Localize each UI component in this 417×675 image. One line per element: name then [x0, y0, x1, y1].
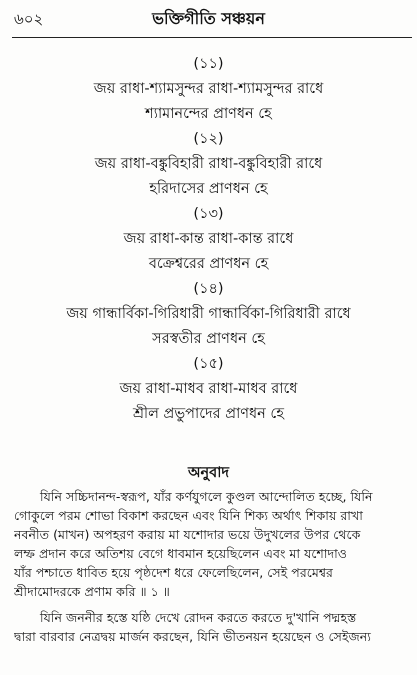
translation-line: শ্রীদামোদরকে প্রণাম করি ॥ ১ ॥ — [14, 584, 170, 599]
verse-line: শ্রীল প্রভুপাদের প্রাণধন হে — [133, 406, 284, 422]
translation-paragraph — [14, 487, 410, 601]
verse-line: জয় গান্ধার্বিকা-গিরিধারী গান্ধার্বিকা-গিরিধারী রাধে — [66, 306, 351, 322]
translation-line: যাঁর পশ্চাতে ধাবিত হয়ে পৃষ্ঠদেশ ধরে ফেলেছিলেন, সেই পরমেশ্বর — [14, 565, 333, 580]
translation-heading: অনুবাদ — [187, 465, 230, 481]
translation-line: দ্বারা বারবার নেত্রদ্বয় মার্জন করছেন, যিনি ভীতনয়ন হয়েছেন ও সেইজন্য — [14, 629, 371, 644]
header-rule — [12, 37, 412, 38]
translation-line: গোকুলে পরম শোভা বিকাশ করছেন এবং যিনি শিক্য অর্থাৎ শিকায় রাখা — [14, 508, 363, 523]
verse-line: সরস্বতীর প্রাণধন হে — [152, 331, 265, 347]
translation-line: লম্ফ প্রদান করে অতিশয় বেগে ধাবমান হয়েছিলেন এবং মা যশোদাও — [14, 546, 348, 561]
verse-section — [0, 52, 417, 427]
verse-line: বক্রেশ্বরের প্রাণধন হে — [148, 256, 269, 272]
verse-number: (১২) — [193, 131, 224, 147]
verse-line: জয় রাধা-বঙ্কুবিহারী রাধা-বঙ্কুবিহারী রাধে — [94, 156, 323, 172]
translation-text — [14, 487, 410, 646]
verse-block — [0, 52, 417, 127]
verse-number: (১৪) — [193, 281, 224, 297]
verse-line: শ্যামানন্দের প্রাণধন হে — [145, 106, 272, 122]
verse-block — [0, 277, 417, 352]
translation-paragraph — [14, 608, 410, 646]
page-header — [0, 6, 417, 34]
verse-line: জয় রাধা-শ্যামসুন্দর রাধা-শ্যামসুন্দর রাধে — [93, 81, 324, 97]
verse-number: (১১) — [193, 56, 224, 72]
verse-block — [0, 127, 417, 202]
translation-line: নবনীত (মাখন) অপহরণ করায় মা যশোদার ভয়ে উদুখলের উপর থেকে — [14, 527, 361, 542]
paragraph-gap — [14, 601, 410, 608]
verse-line: জয় রাধা-কান্ত রাধা-কান্ত রাধে — [123, 231, 294, 247]
verse-number: (১৩) — [193, 206, 224, 222]
verse-number: (১৫) — [193, 356, 224, 372]
verse-block — [0, 352, 417, 427]
translation-line: যিনি সচ্চিদানন্দ-স্বরূপ, যাঁর কর্ণযুগলে কুণ্ডল আন্দোলিত হচ্ছে, যিনি — [40, 489, 373, 504]
verse-line: হরিদাসের প্রাণধন হে — [149, 181, 268, 197]
page-number: ৬০২ — [14, 10, 44, 28]
verse-line: জয় রাধা-মাধব রাধা-মাধব রাধে — [119, 381, 298, 397]
running-title: ভক্তিগীতি সঞ্চয়ন — [152, 9, 265, 28]
verse-block — [0, 202, 417, 277]
translation-line: যিনি জননীর হস্তে যষ্ঠি দেখে রোদন করতে করতে দু'খানি পদ্মহস্ত — [40, 610, 357, 625]
